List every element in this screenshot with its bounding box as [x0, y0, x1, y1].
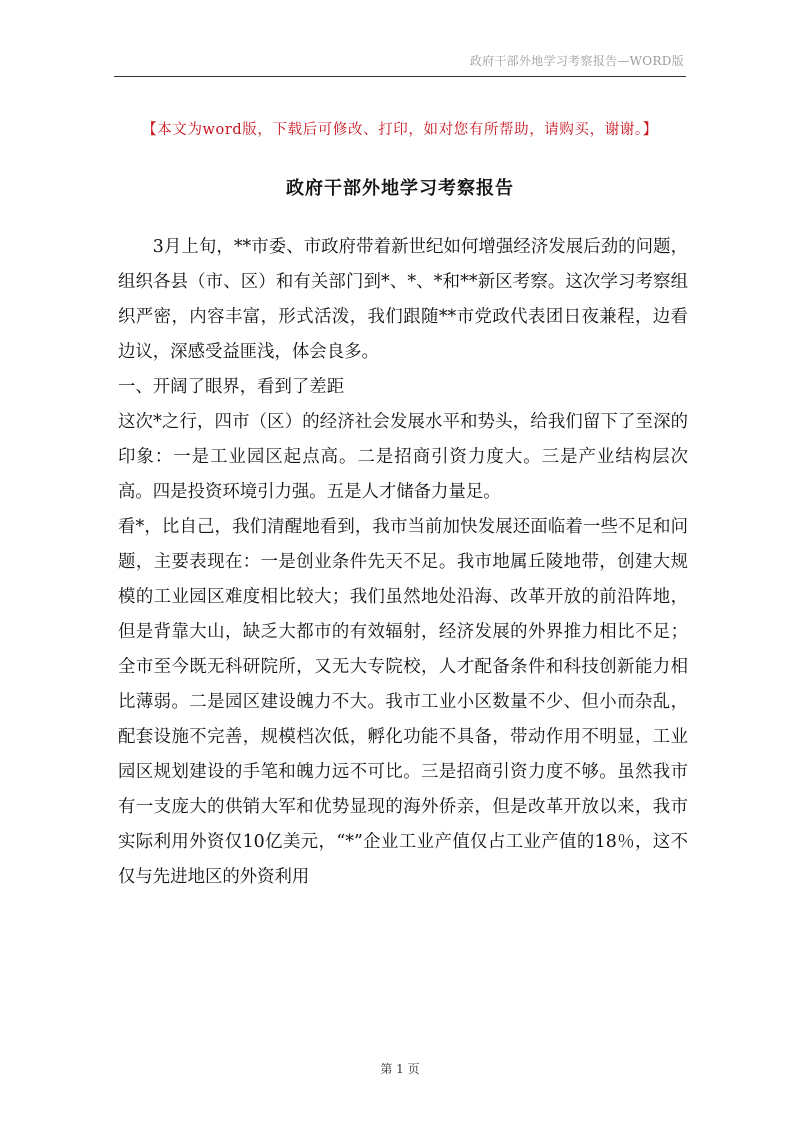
download-notice: 【本文为word版，下载后可修改、打印，如对您有所帮助，请购买，谢谢。】: [142, 122, 658, 138]
document-body: [118, 230, 688, 895]
section-heading: 一、开阔了眼界，看到了差距: [118, 377, 345, 397]
page-number: 第 1 页: [380, 1062, 420, 1076]
paragraph-shortcomings: 看*，比自己，我们清醒地看到，我市当前加快发展还面临着一些不足和问题，主要表现在：一是创业条件先天不足。我市地属丘陵地带，创建大规模的工业园区难度相比较大；我们虽然地处沿海、改革开放的前沿阵地，但是背靠大山，缺乏大都市的有效辐射，经济发展的外界推力相比不足；全市至今既无科研院所，又无大专院校，人才配备条件和科技创新能力相比薄弱。二是园区建设魄力不大。我市工业小区数量不少、但小而杂乱，配套设施不完善，规模档次低，孵化功能不具备，带动作用不明显，工业园区规划建设的手笔和魄力远不可比。三是招商引资力度不够。虽然我市有一支庞大的供销大军和优势显现的海外侨亲，但是改革开放以来，我市实际利用外资仅10亿美元，“*”企业工业产值仅占工业产值的18％，这不仅与先进地区的外资利用: [118, 517, 688, 887]
running-header: 政府干部外地学习考察报告—WORD版: [469, 54, 684, 68]
header-rule: [114, 76, 686, 77]
paragraph-intro: 3月上旬，**市委、市政府带着新世纪如何增强经济发展后劲的问题，组织各县（市、区）和有关部门到*、*、*和**新区考察。这次学习考察组织严密，内容丰富，形式活泼，我们跟随**市党政代表团日夜兼程，边看边议，深感受益匪浅，体会良多。: [118, 237, 688, 362]
paragraph-impressions: 这次*之行，四市（区）的经济社会发展水平和势头，给我们留下了至深的印象：一是工业园区起点高。二是招商引资力度大。三是产业结构层次高。四是投资环境引力强。五是人才储备力量足。: [118, 412, 688, 502]
document-title: 政府干部外地学习考察报告: [286, 178, 514, 199]
